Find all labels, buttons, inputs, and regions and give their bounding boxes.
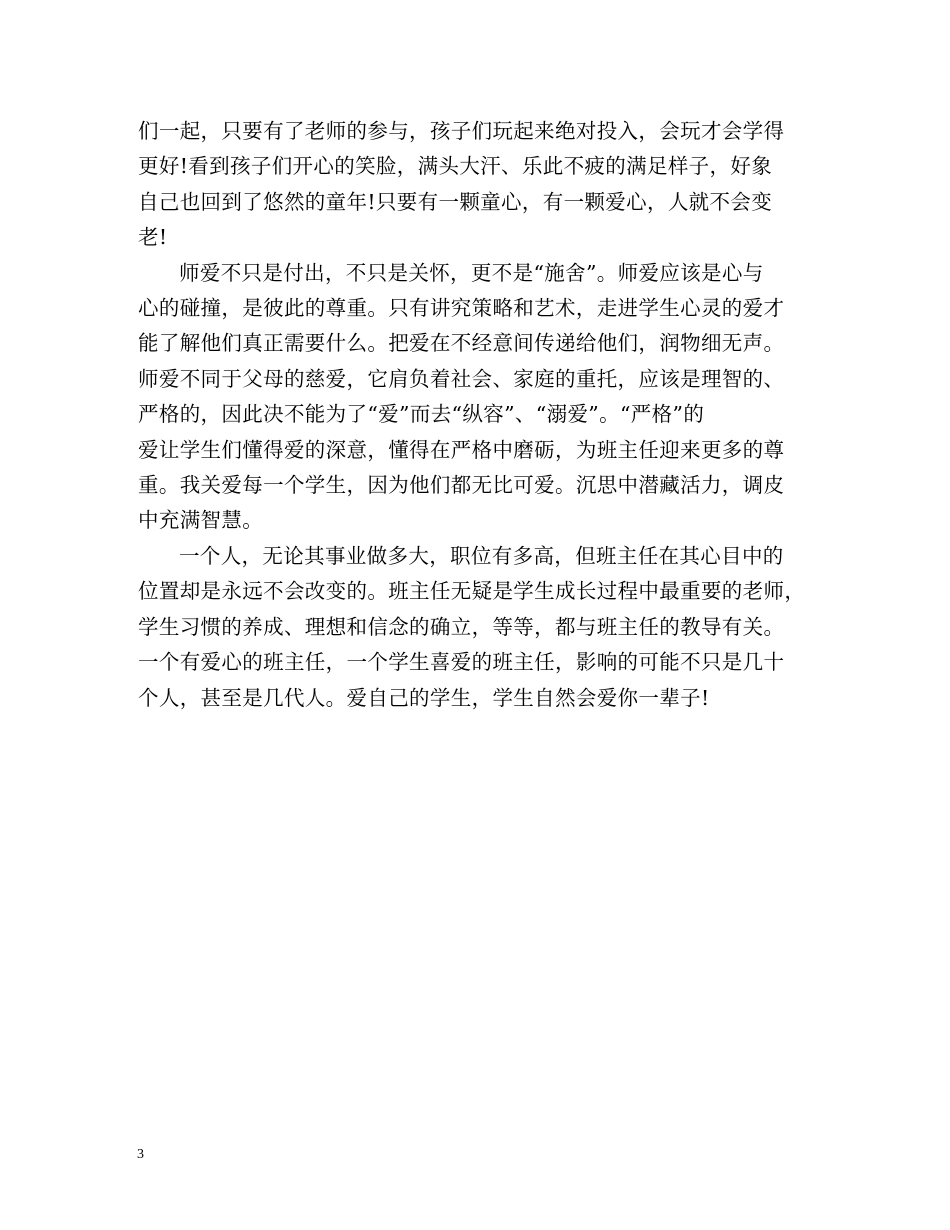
text-line: 老! [138, 225, 168, 250]
text-line: 位置却是永远不会改变的。班主任无疑是学生成长过程中最重要的老师， [138, 579, 806, 604]
text-line: 心的碰撞，是彼此的尊重。只有讲究策略和艺术，走进学生心灵的爱才 [138, 296, 785, 321]
text-line: 更好!看到孩子们开心的笑脸，满头大汗、乐此不疲的满足样子，好象 [138, 154, 773, 179]
text-line: 学生习惯的养成、理想和信念的确立，等等，都与班主任的教导有关。 [138, 614, 785, 639]
text-line: 爱让学生们懂得爱的深意，懂得在严格中磨砺，为班主任迎来更多的尊 [138, 437, 785, 462]
text-line: 师爱不同于父母的慈爱，它肩负着社会、家庭的重托，应该是理智的、 [138, 366, 785, 391]
text-line: 一个有爱心的班主任，一个学生喜爱的班主任，影响的可能不只是几十 [138, 650, 785, 675]
paragraph-2 [138, 256, 814, 539]
text-line: 重。我关爱每一个学生，因为他们都无比可爱。沉思中潜藏活力，调皮 [138, 473, 785, 498]
text-line: 自己也回到了悠然的童年!只要有一颗童心，有一颗爱心，人就不会变 [138, 189, 773, 214]
text-line: 严格的，因此决不能为了“爱”而去“纵容”、“溺爱”。“严格”的 [138, 402, 705, 427]
paragraph-1 [138, 114, 814, 256]
text-line: 师爱不只是付出，不只是关怀，更不是“施舍”。师爱应该是心与 [179, 260, 764, 285]
text-line: 们一起，只要有了老师的参与，孩子们玩起来绝对投入，会玩才会学得 [138, 119, 785, 143]
page-number: 3 [137, 1147, 144, 1162]
text-line: 一个人，无论其事业做多大，职位有多高，但班主任在其心目中的 [179, 543, 784, 568]
text-line: 能了解他们真正需要什么。把爱在不经意间传递给他们，润物细无声。 [138, 331, 785, 356]
body-text [138, 114, 814, 716]
text-line: 个人，甚至是几代人。爱自己的学生，学生自然会爱你一辈子! [138, 685, 710, 710]
paragraph-3 [138, 539, 814, 716]
text-line: 中充满智慧。 [138, 508, 264, 533]
